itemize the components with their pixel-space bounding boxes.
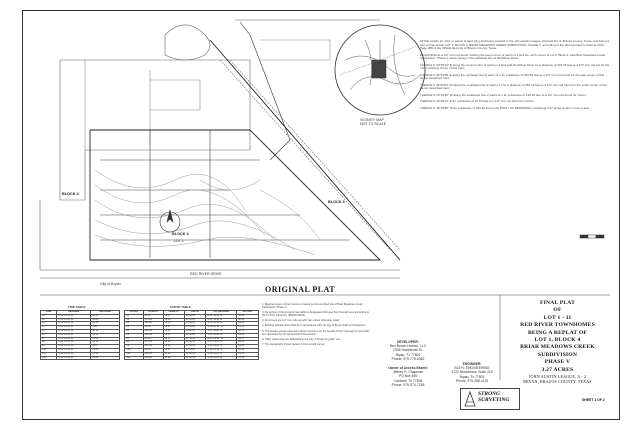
line-table-header: BEARING (57, 311, 91, 315)
note-paragraph: 6. Utility easements are dedicated to the City of Bryan for public use. (262, 337, 341, 341)
line-table-cell: 28.00' (91, 318, 120, 322)
curve-table-cell: C3 (125, 322, 144, 326)
line-table-cell: 9.85' (91, 326, 120, 330)
curve-table-cell: N 88°25'14" E (206, 348, 237, 352)
developer-line: 2308 Sweetbriar Dr. (393, 348, 423, 353)
curve-table-cell: 56.88' (237, 322, 259, 326)
developer-line: Phone: 979-776-0062 (391, 356, 425, 361)
curve-table-cell: 90°00'00" (184, 314, 206, 318)
curve-table-cell: 06°03'54" (184, 341, 206, 345)
curve-table-cell: 38.97' (163, 326, 184, 330)
curve-table-cell: 275.00' (143, 341, 163, 345)
line-table-cell: L10 (41, 348, 57, 352)
curve-table-cell: 52.50' (237, 333, 259, 337)
note-paragraph: THENCE N 46°34'48" W along the southwest line of said Lot 1 for a distance of 148.20 feet to a 1/2" iron rod found for corner; (420, 92, 587, 97)
line-table-cell: L11 (41, 352, 57, 356)
curve-table-cell: C6 (125, 333, 144, 337)
line-table-cell: 8.64' (91, 345, 120, 349)
logo-line: STRONG (478, 391, 501, 397)
line-table-cell: S 46°33'58" E (57, 356, 91, 360)
line-table-cell: N 43°25'14" E (57, 314, 91, 318)
line-table-row (41, 356, 120, 360)
line-table-cell: L8 (41, 341, 57, 345)
curve-table-cell: 10°02'25" (184, 318, 206, 322)
curve-table-cell: 34.39' (237, 345, 259, 349)
curve-table-cell: S 41°32'46" E (206, 318, 237, 322)
line-table-cell: L3 (41, 322, 57, 326)
title-block (500, 300, 615, 384)
title-line: JOHN AUSTIN LEAGUE, A - 2 (528, 374, 587, 380)
line-table-cell: S 46°33'58" E (57, 326, 91, 330)
line-table-cell: 12.00' (91, 337, 120, 341)
surveyor-logo-text (478, 392, 509, 403)
curve-table-cell: 10°02'25" (184, 333, 206, 337)
engineer-line: Bryan, Tx 77802 (459, 374, 485, 379)
line-table-cell: 27.31' (91, 352, 120, 356)
engineer-info (442, 362, 502, 383)
line-table-cell: L7 (41, 337, 57, 341)
title-line: PHASE V (544, 359, 571, 366)
curve-table-cell: 06°03'54" (184, 345, 206, 349)
road-edge (240, 22, 290, 160)
curve-table-cell: N 01°24'50" W (206, 337, 237, 341)
line-table (40, 310, 120, 360)
title-line: BRIAR MEADOWS CREEK SUBDIVISION (520, 344, 595, 358)
curve-table-cell: 21.02' (237, 352, 259, 356)
easement-line (230, 60, 400, 250)
title-line: LOT 1, BLOCK 4 (534, 337, 581, 344)
line-table-cell: L12 (41, 356, 57, 360)
original-plat-label: ORIGINAL PLAT (265, 285, 336, 294)
note-paragraph: THENCE N 43°25'14" E for a distance of 22.50 feet to a 1/2" iron rod found for corner; (420, 99, 534, 103)
curve-table-cell: C7 (125, 337, 144, 341)
line-table-title: LINE TABLE (68, 305, 86, 309)
curve-table-cell: 325.00' (143, 345, 163, 349)
road-outline (260, 40, 330, 60)
line-table-cell: 41.65' (91, 314, 120, 318)
curve-table-cell: 39.27' (163, 314, 184, 318)
curve-table-cell: 17.51' (237, 356, 259, 360)
note-paragraph: THENCE N 46°33'58" W for a distance of 254.30 feet to the POINT OF BEGINNING containing 3.27 acres of land, more or less. (420, 105, 590, 110)
curve-table-cell: 25.00' (143, 326, 163, 330)
line-table-cell: L4 (41, 326, 57, 330)
curve-table-cell: 325.00' (143, 322, 163, 326)
curve-table-cell: 300.00' (143, 352, 163, 356)
line-table-cell: 31.35' (91, 322, 120, 326)
general-notes (262, 303, 372, 403)
note-paragraph: 1. Bearing system shown hereon is based on the recorded plat of Briar Meadows Creek Subdivision, Phase V. (262, 303, 363, 310)
curve-table-cell: 35.57' (237, 337, 259, 341)
curve-table-cell: 275.00' (143, 318, 163, 322)
curve-table-cell: C10 (125, 348, 144, 352)
line-table-cell: 38.12' (91, 329, 120, 333)
title-line: LOT 1 - 11 (543, 314, 572, 321)
curve-table-cell: 56.95' (163, 322, 184, 326)
curve-table-cell: 21.02' (163, 352, 184, 356)
line-table-cell: 14.88' (91, 356, 120, 360)
lot-boundary (90, 130, 380, 260)
curve-table-cell: 90°41'36" (184, 337, 206, 341)
contour-line (95, 185, 265, 235)
engineer-line: 1722 Broadmoor, Suite 210 (451, 370, 493, 375)
logo-line: SURVEYING (478, 396, 510, 403)
curve-table-cell: 29.11' (163, 341, 184, 345)
line-table-cell: S 46°33'58" E (57, 341, 91, 345)
line-table-cell: N 43°25'14" E (57, 322, 91, 326)
curve-table-cell: 25.00' (143, 314, 163, 318)
curve-table-header: CH. DIST (237, 311, 259, 315)
curve-table-cell: 39.27' (163, 348, 184, 352)
curve-table-cell: N 88°35'10" W (206, 326, 237, 330)
note-paragraph: THENCE S 43°26'02" W along the southeast line of said Lot 1 for a distance of 354.12 feet to a 1/2" iron rod found for the south corner of this herein described tract; (420, 82, 608, 90)
curve-table-cell: 10°02'25" (184, 329, 206, 333)
line-table-cell: S 46°33'58" E (57, 348, 91, 352)
curve-table-cell: 35.14' (237, 326, 259, 330)
curve-table-cell: C4 (125, 326, 144, 330)
vicinity-scale: NOT TO SCALE (360, 122, 387, 126)
curve-table-cell: 04°00'52" (184, 356, 206, 360)
title-line: BRYAN, BRAZOS COUNTY, TEXAS (523, 379, 592, 385)
note-paragraph: 2. No portion of this property lies within a designated 100-year flood hazard area according to the F.I.R.M. Panel No. 48041C0215E. (262, 311, 369, 318)
curve-table-cell: 250.00' (143, 329, 163, 333)
curve-table-cell: S 41°32'46" E (206, 329, 237, 333)
note-paragraph: 5. The private access easement shown hereon is for the benefit of lots 1 through 11 and shall be maintained by the Homeowners Association. (262, 329, 369, 336)
line-table-cell: L1 (41, 314, 57, 318)
curve-table-cell: 90°00'00" (184, 348, 206, 352)
street-label: RED RIVER DRIVE (190, 272, 222, 276)
curve-table-cell: 300.00' (143, 333, 163, 337)
line-table-cell: N 43°25'14" E (57, 345, 91, 349)
note-paragraph: THENCE N 43°25'14" E along the common line of said Lot 1 and said Red River Drive for a distance of 331.65 feet to a 1/2" iron rod set for the most northerly corner of this tract; (420, 62, 610, 70)
vicinity-label: VICINITY MAP (360, 118, 384, 122)
curve-table-cell: 48.19' (163, 318, 184, 322)
curve-table-cell: N 01°34'46" E (206, 314, 237, 318)
curve-table-header: LENGTH (163, 311, 184, 315)
curve-table-cell: 04°00'52" (184, 352, 206, 356)
title-line: BEING A REPLAT OF (528, 329, 587, 336)
engineer-line: BLEYL ENGINEERING (454, 366, 490, 371)
note-paragraph: 4. Building setback lines shall be in accordance with the City of Bryan Code of Ordinances. (262, 324, 367, 328)
title-line: OF (553, 307, 562, 314)
note-paragraph: 3. All corners are 1/2" iron rods set with cap unless otherwise noted. (262, 319, 340, 323)
curve-table-cell: 34.40' (163, 345, 184, 349)
curve-table-header: CH. BEARING (206, 311, 237, 315)
building-footprint (150, 80, 200, 110)
curve-table-cell: 17.52' (163, 356, 184, 360)
curve-table-cell: C1 (125, 314, 144, 318)
line-table-cell: N 43°25'14" E (57, 352, 91, 356)
curve-table-cell: S 48°34'23" E (206, 356, 237, 360)
note-paragraph: BEGINNING at a 1/2" iron rod found marking the west corner of said Lot 1 and the north corner of Lot 2, Block 4, said Briar Meadows Creek Subdivision, Phase V, same being in the southeast line of Red River Drive; (420, 52, 606, 60)
block-label-left: BLOCK 4 (62, 192, 79, 196)
cul-de-sac (165, 25, 210, 60)
vicinity-map (335, 25, 425, 115)
curve-table-cell: 48.13' (237, 318, 259, 322)
curve-table-cell: S 41°32'46" E (206, 333, 237, 337)
curve-table-cell: C12 (125, 356, 144, 360)
owner-line: Jeffrey H. Chapman (392, 370, 424, 375)
line-table-cell: S 46°33'58" E (57, 318, 91, 322)
line-table-cell: L5 (41, 329, 57, 333)
curve-table-cell: 35.36' (237, 314, 259, 318)
curve-table-cell: 43.81' (163, 329, 184, 333)
north-arrow (160, 210, 180, 232)
owner-line: Caldwell, Tx 77836 (393, 378, 423, 383)
note-paragraph: All that certain lot, tract or parcel of land lying and being situated in the John Austin League, Abstract No. 2, Brazos County, Texas, and being a part of that certain LOT 1, BLOCK 4, BRIAR MEADOWS CREEK SUBDIVISION, PHASE V, according to the plat recorded in Volume 1013, Page 489 of the Official Records of Brazos County, Texas. (420, 40, 610, 50)
line-table-cell: 19.56' (91, 348, 120, 352)
curve-table-cell: 35.36' (237, 348, 259, 352)
block-label: BLOCK 4 (172, 232, 189, 236)
title-line: 3.27 ACRES (541, 366, 574, 373)
curve-table-cell: 29.10' (237, 341, 259, 345)
curve-table-title: CURVE TABLE (170, 305, 192, 309)
curve-table-cell: 39.57' (163, 337, 184, 341)
block-label-right: BLOCK 3 (328, 200, 345, 204)
note-paragraph: 7. The topography shown hereon is from a field survey. (262, 342, 326, 346)
curve-table-row (125, 356, 259, 360)
developer-info (378, 340, 438, 361)
line-table-cell: N 43°26'02" E (57, 329, 91, 333)
developer-line: Ben Brown Homes, LLC (389, 344, 427, 349)
developer-line: Bryan, Tx 77802 (395, 352, 421, 357)
line-table-cell: 16.50' (91, 333, 120, 337)
contour-line (200, 180, 260, 190)
curve-table-cell: S 43°32'02" E (206, 341, 237, 345)
engineer-title: ENGINEER: (462, 362, 482, 366)
line-table-cell: L9 (41, 345, 57, 349)
surveyor-logo-icon (463, 390, 477, 408)
curve-table-cell: S 41°32'46" E (206, 322, 237, 326)
curve-table-cell: C11 (125, 352, 144, 356)
contour-line (95, 235, 315, 255)
curve-table-cell: 52.57' (163, 333, 184, 337)
curve-table-cell: S 48°34'23" E (206, 352, 237, 356)
curve-table-header: CURVE (125, 311, 144, 315)
curve-table-cell: C2 (125, 318, 144, 322)
lot-label: LOT 1 (174, 239, 184, 243)
note-paragraph: THENCE S 46°33'58" E along the northeast line of said Lot 1 for a distance of 402.50 feet to a 1/2" iron rod found for the east corner of this herein described tract; (420, 72, 605, 80)
line-table-header: LINE (41, 311, 57, 315)
curve-table-header: RADIUS (143, 311, 163, 315)
curve-table-cell: C9 (125, 345, 144, 349)
engineer-line: Phone: 979-268-1125 (455, 378, 489, 383)
city-label: City of Bryan (100, 282, 121, 286)
curve-table-cell: 25.00' (143, 348, 163, 352)
curve-table-cell: C8 (125, 341, 144, 345)
curve-table-header: DELTA (184, 311, 206, 315)
line-table-cell: S 46°34'48" E (57, 333, 91, 337)
owner-title: Owner of Access Easmt: (388, 366, 428, 370)
owner-line: Phone: 979-574-7165 (391, 382, 425, 387)
line-table-cell: L6 (41, 333, 57, 337)
graphic-scale (580, 235, 604, 238)
curve-table-cell: 43.75' (237, 329, 259, 333)
curve-table-cell: 89°18'24" (184, 326, 206, 330)
line-table-header: DISTANCE (91, 311, 120, 315)
curve-table-cell: 25.00' (143, 337, 163, 341)
sheet-number: SHEET 1 OF 2 (582, 398, 605, 402)
curve-table-cell: S 43°32'02" E (206, 345, 237, 349)
line-table-cell: N 43°25'14" E (57, 337, 91, 341)
curve-table-cell: 250.00' (143, 356, 163, 360)
title-line: RED RIVER TOWNHOMES (520, 322, 595, 329)
owner-info (378, 366, 438, 387)
title-line: FINAL PLAT (540, 300, 575, 306)
metes-bounds-notes (420, 40, 612, 225)
developer-title: DEVELOPER: (396, 340, 420, 344)
curve-table (124, 310, 259, 360)
owner-line: PO Box 496 (398, 374, 418, 379)
line-table-cell: 24.12' (91, 341, 120, 345)
line-table-cell: L2 (41, 318, 57, 322)
curve-table-cell: 10°02'25" (184, 322, 206, 326)
curve-table-cell: C5 (125, 329, 144, 333)
